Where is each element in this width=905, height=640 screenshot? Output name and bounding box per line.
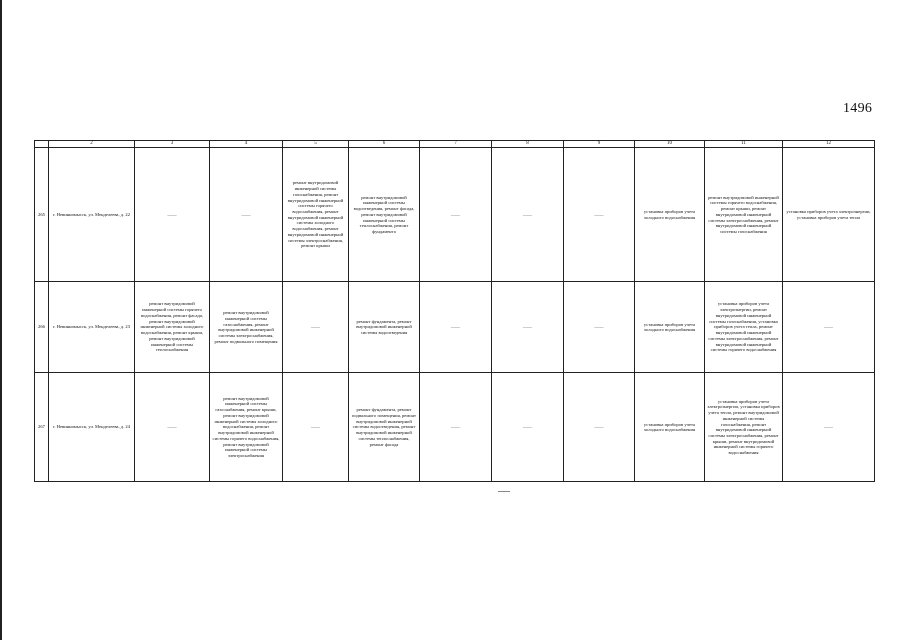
cell-col-7: —— xyxy=(420,148,492,282)
cell-col-5: ремонт внутридомовой инженерной системы газоснабжения, ремонт внутридомовой инженерной системы горячего водоснабжения, ремонт внутридомовой инженерной системы холодного водоснабжения, ремонт внутридомовой инженерной системы электроснабжения, ремонт крыши xyxy=(283,148,349,282)
cell-col-8: —— xyxy=(492,148,564,282)
header-row xyxy=(35,141,875,148)
header-cell-2: 2 xyxy=(49,141,135,148)
cell-col-9: —— xyxy=(564,148,635,282)
cell-col-5: —— xyxy=(283,373,349,482)
cell-col-7: —— xyxy=(420,282,492,373)
cell-col-4: ремонт внутридомовой инженерной системы газоснабжения, ремонт внутридомовой инженерной системы электроснабжения, ремонт подвального помещения xyxy=(210,282,283,373)
cell-col-6: ремонт фундамента, ремонт подвального помещения, ремонт внутридомовой инженерной системы водоотведения, ремонт внутридомовой инженерной системы теплоснабжения, ремонт фасада xyxy=(349,373,420,482)
cell-col-12: —— xyxy=(783,282,875,373)
cell-col-3: —— xyxy=(135,148,210,282)
cell-col-4: ремонт внутридомовой инженерной системы газоснабжения, ремонт крыши, ремонт внутридомовой инженерной системы холодного водоснабжения, ремонт внутридомовой инженерной системы горячего водоснабжения, ремонт внутридомовой инженерной системы электроснабжения xyxy=(210,373,283,482)
header-cell-12: 12 xyxy=(783,141,875,148)
repair-program-table xyxy=(34,140,875,482)
table-row xyxy=(35,148,875,282)
cell-col-3: ремонт внутридомовой инженерной системы горячего водоснабжения, ремонт фасада, ремонт внутридомовой инженерной системы холодного водоснабжения, ремонт крыши, ремонт внутридомовой инженерной системы теплоснабжения xyxy=(135,282,210,373)
header-cell-6: 6 xyxy=(349,141,420,148)
cell-col-4: —— xyxy=(210,148,283,282)
row-number: 267 xyxy=(35,373,49,482)
cell-col-8: —— xyxy=(492,373,564,482)
row-address: г. Невинномысск, ул. Менделеева, д. 23 xyxy=(49,282,135,373)
table-row xyxy=(35,373,875,482)
cell-col-11: ремонт внутридомовой инженерной системы горячего водоснабжения, ремонт крыши, ремонт внутридомовой инженерной системы электроснабжения, ремонт внутридомовой инженерной системы газоснабжения xyxy=(705,148,783,282)
cell-col-3: —— xyxy=(135,373,210,482)
cell-col-12: —— xyxy=(783,373,875,482)
cell-col-11: установка приборов учета электроэнергии, установка приборов учета тепла, ремонт внутридомовой инженерной системы газоснабжения, ремонт внутридомовой инженерной системы электроснабжения, ремонт крыши, ремонт внутридомовой инженерной системы горячего водоснабжения xyxy=(705,373,783,482)
row-address: г. Невинномысск, ул. Менделеева, д. 22 xyxy=(49,148,135,282)
cell-col-12: установка приборов учета электроэнергии, установка приборов учета тепла xyxy=(783,148,875,282)
cell-col-5: —— xyxy=(283,282,349,373)
cell-col-6: ремонт внутридомовой инженерной системы водоотведения, ремонт фасада, ремонт внутридомовой инженерной системы теплоснабжения, ремонт фундамента xyxy=(349,148,420,282)
cell-col-9: —— xyxy=(564,282,635,373)
page-number: 1496 xyxy=(843,101,873,116)
cell-col-8: —— xyxy=(492,282,564,373)
scan-mark xyxy=(498,491,510,492)
header-cell-7: 7 xyxy=(420,141,492,148)
cell-col-7: —— xyxy=(420,373,492,482)
header-cell-11: 11 xyxy=(705,141,783,148)
row-number: 266 xyxy=(35,282,49,373)
header-cell-9: 9 xyxy=(564,141,635,148)
cell-col-10: установка приборов учета холодного водоснабжения xyxy=(635,148,705,282)
row-address: г. Невинномысск, ул. Менделеева, д. 24 xyxy=(49,373,135,482)
header-cell-10: 10 xyxy=(635,141,705,148)
header-cell-4: 4 xyxy=(210,141,283,148)
header-cell-3: 3 xyxy=(135,141,210,148)
header-cell-8: 8 xyxy=(492,141,564,148)
row-number: 265 xyxy=(35,148,49,282)
header-cell-5: 5 xyxy=(283,141,349,148)
cell-col-11: установка приборов учета электроэнергии, ремонт внутридомовой инженерной системы газоснабжения, установка приборов учета тепла, ремонт внутридомовой инженерной системы электроснабжения, ремонт внутридомовой инженерной системы горячего водоснабжения xyxy=(705,282,783,373)
cell-col-9: —— xyxy=(564,373,635,482)
cell-col-6: ремонт фундамента, ремонт внутридомовой инженерной системы водоотведения xyxy=(349,282,420,373)
table-row xyxy=(35,282,875,373)
cell-col-10: установка приборов учета холодного водоснабжения xyxy=(635,373,705,482)
cell-col-10: установка приборов учета холодного водоснабжения xyxy=(635,282,705,373)
page-left-edge xyxy=(0,0,2,640)
header-cell-1 xyxy=(35,141,49,148)
